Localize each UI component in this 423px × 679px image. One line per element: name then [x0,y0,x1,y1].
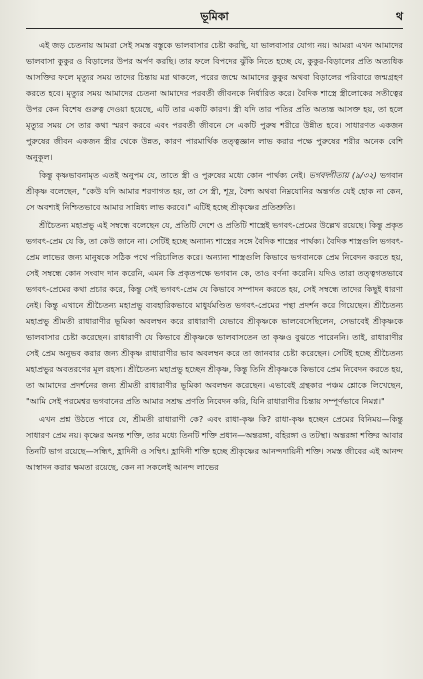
page-number: থ [395,10,403,23]
paragraph-2-before: কিন্তু কৃষ্ণভাবনামৃত এতই অনুপম যে, তাতে স্ত্রী ও পুরুষের মধ্যে কোন পার্থক্য নেই। [39,170,309,180]
page-header [26,6,403,29]
gita-citation: ভগবদ্গীতায় (৯/৩২) [308,170,377,180]
paragraph-3: শ্রীচৈতন্য মহাপ্রভু এই সম্বন্ধে বলেছেন যে, প্রতিটি দেশে ও প্রতিটি শাস্ত্রেই ভগবৎ-প্রেমের উল্লেখ রয়েছে। কিন্তু প্রকৃত ভগবৎ-প্রেম যে কি, তা কেউ জানে না। সেটিই হচ্ছে অন্যান্য শাস্ত্রের সঙ্গে বৈদিক শাস্ত্রের পার্থক্য। বৈদিক শাস্ত্রগুলি ভগবৎ-প্রেম লাভের জন্য মানুষকে সঠিক পথে পরিচালিত করে। অন্যান্য শাস্ত্রগুলি কিভাবে ভগবানকে প্রেম নিবেদন করতে হয়, সেই সম্বন্ধে কোন সংবাদ দান করেনি, এমন কি প্রকৃতপক্ষে ভগবান কে, তাও বর্ণনা করেনি। যদিও তারা তত্ত্বগতভাবে ভগবৎ-প্রেমের কথা প্রচার করে, কিন্তু সেই ভগবৎ-প্রেম যে কিভাবে সম্পাদন করতে হয়, সেই সম্বন্ধে তাদের কিছুই ধারণা নেই। কিন্তু এখানে শ্রীচৈতন্য মহাপ্রভু ব্যবহারিকভাবে মাধুর্যমণ্ডিত ভগবৎ-প্রেমের পন্থা প্রদর্শন করে গিয়েছেন। শ্রীচৈতন্য মহাপ্রভু শ্রীমতী রাধারাণীর ভূমিকা অবলম্বন করে রাধারাণী যেভাবে শ্রীকৃষ্ণকে ভালবেসেছিলেন, সেভাবেই শ্রীকৃষ্ণকে ভালবাসার চেষ্টা করেছেন। রাধারাণী যে কিভাবে শ্রীকৃষ্ণকে ভালবাসতেন তা কৃষ্ণও বুঝতে পারেননি। তাই, রাধারাণীর সেই প্রেম অনুভব করার জন্য শ্রীকৃষ্ণ রাধারাণীর ভাব অবলম্বন করে তা জানবার চেষ্টা করেছেন। সেটিই হচ্ছে শ্রীচৈতন্য মহাপ্রভুর অবতরণের মূল রহস্য। শ্রীচৈতন্য মহাপ্রভু হচ্ছেন শ্রীকৃষ্ণ, কিন্তু তিনি শ্রীকৃষ্ণকে কিভাবে প্রেম নিবেদন করতে হয়, তা আমাদের প্রদর্শনের জন্য শ্রীমতী রাধারাণীর ভূমিকা অবলম্বন করেছেন। এভাবেই গ্রন্থকার পঞ্চম শ্লোকে লিখেছেন, "আমি সেই পরমেশ্বর ভগবানের প্রতি আমার সশ্রদ্ধ প্রণতি নিবেদন করি, যিনি রাধারাণীর চিন্তায় সম্পূর্ণভাবে নিমগ্ন।" [26,220,403,406]
paragraph-2 [26,167,403,215]
paragraph-2-after: ভগবান শ্রীকৃষ্ণ বলেছেন, "কেউ যদি আমার শরণাগত হয়, তা সে স্ত্রী, শূদ্র, বৈশ্য অথবা নিম্নযোনির অন্তর্গত যেই হোক না কেন, সে অবশ্যই নিশ্চিতভাবে আমার সান্নিধ্য লাভ করবে।" এটিই হচ্ছে শ্রীকৃষ্ণের প্রতিশ্রুতি। [26,170,403,212]
paragraph-4: এখন প্রশ্ন উঠতে পারে যে, শ্রীমতী রাধারাণী কে? এবং রাধা-কৃষ্ণ কি? রাধা-কৃষ্ণ হচ্ছেন প্রেমের বিনিময়—কিন্তু সাধারণ প্রেম নয়। কৃষ্ণের অনন্ত শক্তি, তার মধ্যে তিনটি শক্তি প্রধান—অন্তরঙ্গা, বহিরঙ্গা ও তটস্থা। অন্তরঙ্গা শক্তির আবার তিনটি ভাগ রয়েছে—সন্ধিৎ, হ্লাদিনী ও সম্বিৎ। হ্লাদিনী শক্তি হচ্ছে শ্রীকৃষ্ণের আনন্দদায়িনী শক্তি। সমস্ত জীবের এই আনন্দ আস্বাদন করার ক্ষমতা রয়েছে, কেন না সকলেই আনন্দ লাভের [26,414,403,472]
chapter-title: ভূমিকা [200,10,229,23]
paragraph-1: এই জড় চেতনায় আমরা সেই সমস্ত বস্তুকে ভালবাসার চেষ্টা করছি, যা ভালবাসার যোগ্য নয়। আমরা এখন আমাদের ভালবাসা কুকুর ও বিড়ালের উপর অর্পণ করছি। তার ফলে বিপদের ঝুঁকি নিতে হচ্ছে যে, কুকুর-বিড়ালের প্রতি অত্যধিক আসক্তির ফলে মৃত্যুর সময় তাদের চিন্তায় মগ্ন থাকলে, পরের জন্মে আমাদের কুকুর অথবা বিড়ালের পরিবারে জন্মগ্রহণ করতে হবে। মৃত্যুর সময় আমাদের চেতনা আমাদের পরবর্তী জীবনকে নির্ধারিত করে। বৈদিক শাস্ত্রে স্ত্রীলোকের সতীত্বের উপর কেন বিশেষ গুরুত্ব দেওয়া হয়েছে, এটি তার একটি কারণ। স্ত্রী যদি তার পতির প্রতি অত্যন্ত আসক্ত হয়, তা হলে মৃত্যুর সময় সে তার কথা স্মরণ করবে এবং পরবর্তী জীবনে সে একটি পুরুষ শরীরে উন্নীত হবে। সাধারণত একজন পুরুষের জীবন একজন স্ত্রীর থেকে উন্নত, কারণ পারমার্থিক তত্ত্বজ্ঞান লাভ করার পক্ষে পুরুষের শরীর অনেক বেশি অনুকূল। [26,40,403,162]
